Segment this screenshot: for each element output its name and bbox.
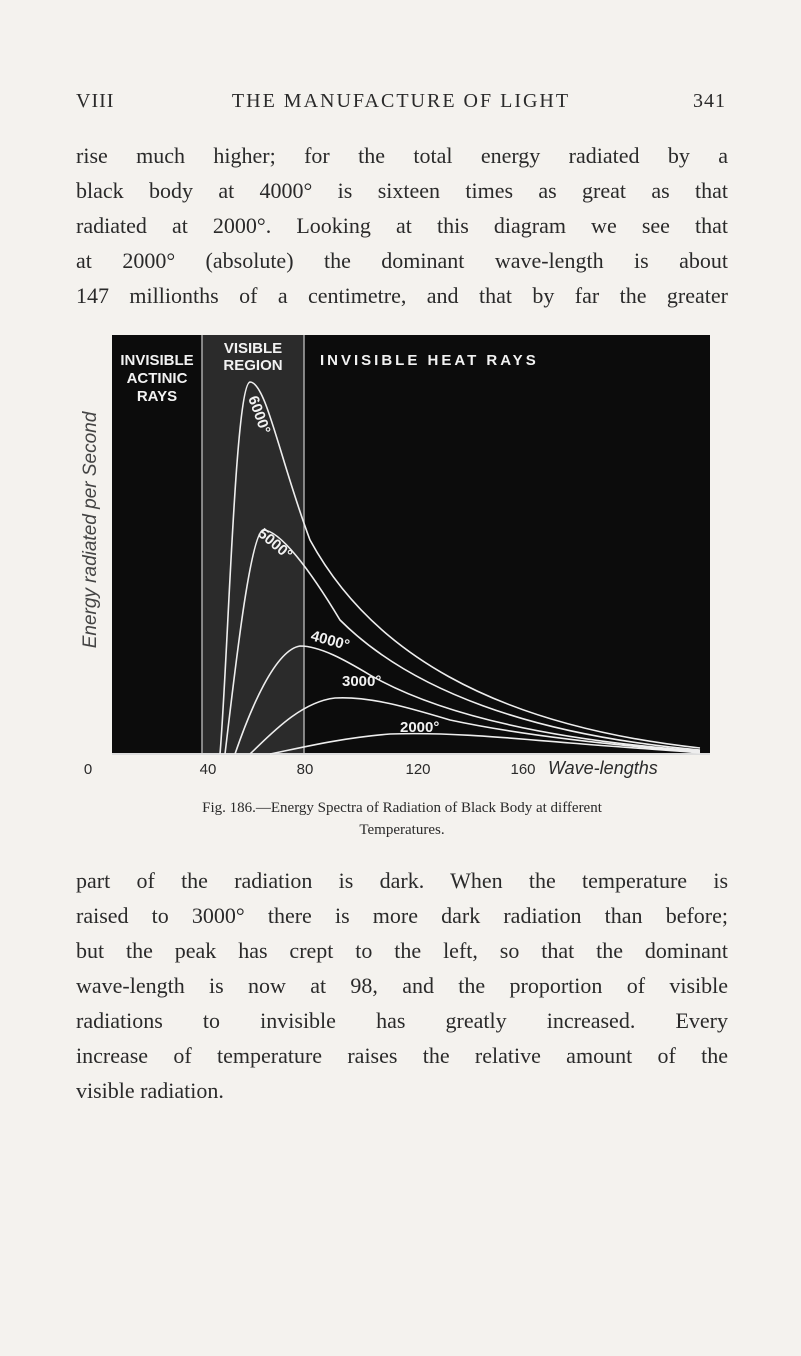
x-tick-label: 80 — [296, 761, 314, 778]
running-header — [76, 90, 726, 120]
text-line: visible radiation. — [76, 1078, 224, 1103]
paragraph-1 — [76, 138, 728, 313]
caption-line: Temperatures. — [359, 822, 445, 838]
text-line: part of the radiation is dark. When the temperature is — [76, 868, 728, 893]
curve-label-3000: 3000° — [342, 673, 382, 690]
curve-label-4000: 4000° — [308, 627, 352, 655]
x-tick-label: 0 — [83, 761, 93, 778]
x-tick-label: 120 — [405, 761, 431, 778]
caption-line: Fig. 186.—Energy Spectra of Radiation of Black Body at different — [202, 800, 602, 816]
text-line: wave-length is now at 98, and the proportion of visible — [76, 973, 728, 998]
x-axis-label: Wave-lengths — [548, 758, 658, 778]
x-tick-label: 40 — [199, 761, 217, 778]
y-axis-label: Energy radiated per Second — [80, 411, 101, 649]
visible-label-line: REGION — [223, 357, 283, 374]
chapter-number: VIII — [76, 90, 115, 112]
text-line: at 2000° (absolute) the dominant wave-length is about — [76, 248, 728, 273]
text-line: radiated at 2000°. Looking at this diagram we see that — [76, 213, 728, 238]
curve-label-5000: 5000° — [254, 525, 296, 564]
energy-spectra-figure — [70, 330, 730, 780]
actinic-label-line: RAYS — [136, 388, 178, 405]
text-line: increase of temperature raises the relative amount of the — [76, 1043, 728, 1068]
figure-caption — [76, 797, 728, 841]
page-number: 341 — [693, 90, 726, 112]
text-line: radiations to invisible has greatly increased. Every — [76, 1008, 728, 1033]
curve-label-6000: 6000° — [244, 393, 274, 437]
text-line: but the peak has crept to the left, so that the dominant — [76, 938, 728, 963]
text-line: raised to 3000° there is more dark radiation than before; — [76, 903, 728, 928]
text-line: 147 millionths of a centimetre, and that by far the greater — [76, 283, 728, 308]
visible-label-line: VISIBLE — [223, 340, 283, 357]
running-title: THE MANUFACTURE OF LIGHT — [231, 90, 571, 112]
heat-rays-label: INVISIBLE HEAT RAYS — [320, 352, 539, 369]
text-line: black body at 4000° is sixteen times as great as that — [76, 178, 728, 203]
paragraph-2 — [76, 863, 728, 1108]
actinic-label-line: ACTINIC — [126, 370, 188, 387]
text-line: rise much higher; for the total energy radiated by a — [76, 143, 728, 168]
curve-label-2000: 2000° — [400, 719, 440, 736]
x-tick-label: 160 — [510, 761, 536, 778]
actinic-label-line: INVISIBLE — [120, 352, 194, 369]
